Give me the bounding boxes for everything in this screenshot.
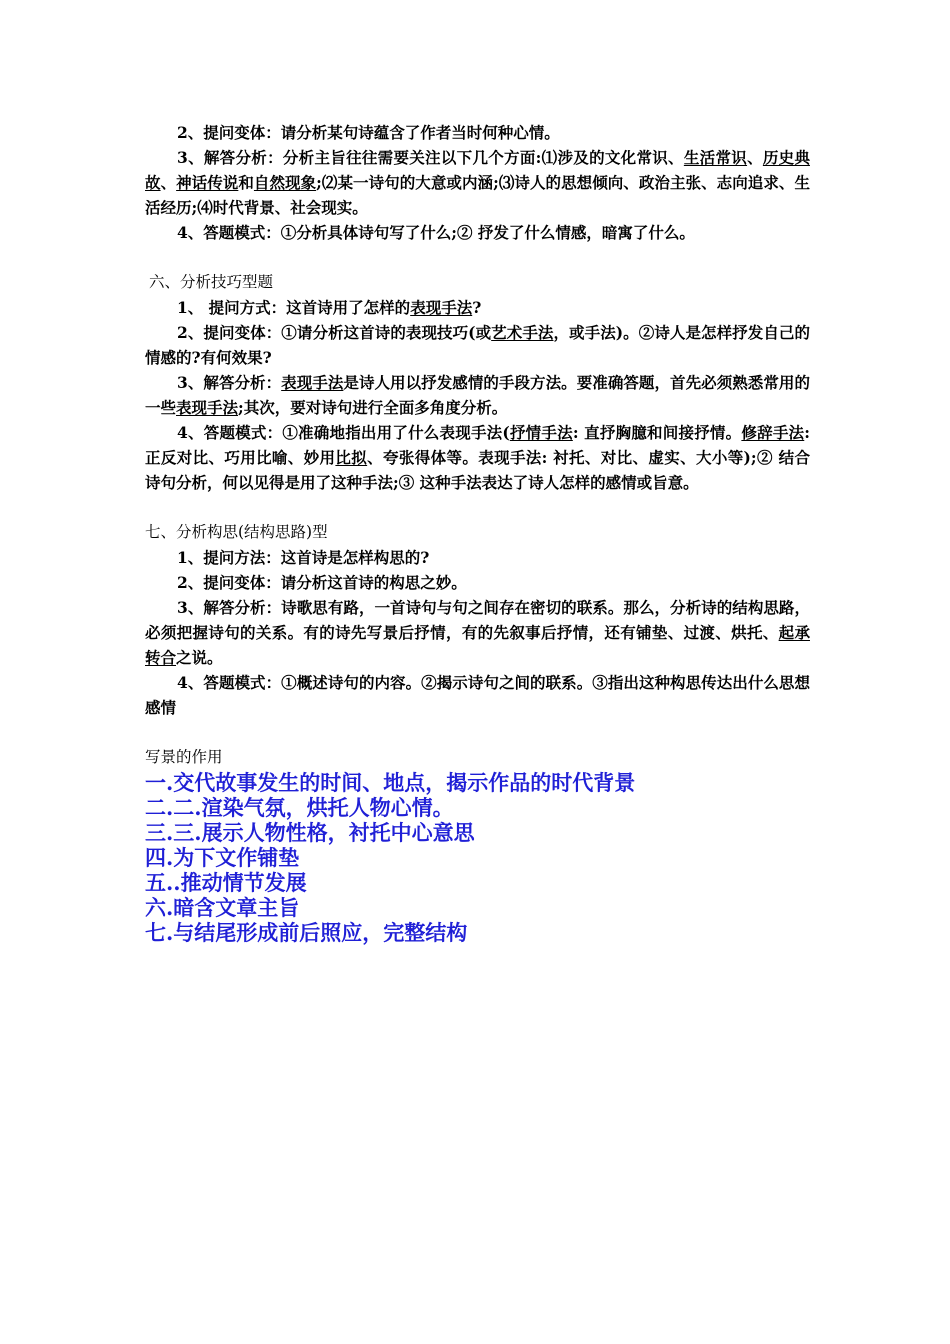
s6-title: 六、分析技巧型题 <box>149 273 274 291</box>
scenery-item-2: 二.二.渲染气氛，烘托人物心情。 <box>145 795 454 820</box>
s5-question-variant: 2、提问变体：请分析某句诗蕴含了作者当时何种心情。 <box>177 123 560 142</box>
s7-answer-analysis: 3、解答分析：诗歌思有路，一首诗句与句之间存在密切的联系。那么，分析诗的结构思路，必须把握诗句的关系。有的诗先写景后抒情，有的先叙事后抒情，还有铺垫、过渡、烘托、起承转合之说。 <box>145 598 810 667</box>
s7-title: 七、分析构思(结构思路)型 <box>145 523 328 541</box>
s7-question-method: 1、提问方法：这首诗是怎样构思的? <box>177 548 430 567</box>
scenery-item-3: 三.三.展示人物性格，衬托中心意思 <box>145 820 475 845</box>
s7-answer-mode: 4、答题模式：①概述诗句的内容。②揭示诗句之间的联系。③指出这种构思传达出什么思想感情 <box>145 673 810 717</box>
s6-question-method: 1、 提问方式：这首诗用了怎样的表现手法? <box>177 298 482 317</box>
s5-answer-mode: 4、答题模式：①分析具体诗句写了什么;② 抒发了什么情感，暗寓了什么。 <box>177 223 695 242</box>
scenery-item-1: 一.交代故事发生的时间、地点，揭示作品的时代背景 <box>145 770 636 795</box>
s6-answer-analysis: 3、解答分析：表现手法是诗人用以抒发感情的手段方法。要准确答题，首先必须熟悉常用的一些表现手法;其次，要对诗句进行全面多角度分析。 <box>145 373 810 417</box>
scenery-item-6: 六.暗含文章主旨 <box>145 895 300 920</box>
scenery-item-5: 五..推动情节发展 <box>145 870 307 895</box>
scenery-function-list <box>145 770 810 945</box>
s5-answer-analysis: 3、解答分析：分析主旨往往需要关注以下几个方面:⑴涉及的文化常识、生活常识、历史典故、神话传说和自然现象;⑵某一诗句的大意或内涵;⑶诗人的思想倾向、政治主张、志向追求、生活经历;⑷时代背景、社会现实。 <box>145 148 810 217</box>
document-content <box>145 120 810 945</box>
scenery-item-7: 七.与结尾形成前后照应，完整结构 <box>145 920 468 945</box>
scenery-title: 写景的作用 <box>145 748 223 766</box>
scenery-item-4: 四.为下文作铺垫 <box>145 845 300 870</box>
s6-answer-mode: 4、答题模式：①准确地指出用了什么表现手法(抒情手法: 直抒胸臆和间接抒情。修辞手法: 正反对比、巧用比喻、妙用比拟、夸张得体等。表现手法: 衬托、对比、虚实、大小等);② 结合诗句分析，何以见得是用了这种手法;③ 这种手法表达了诗人怎样的感情或旨意。 <box>145 423 810 492</box>
s6-question-variant: 2、提问变体：①请分析这首诗的表现技巧(或艺术手法，或手法)。②诗人是怎样抒发自己的情感的?有何效果? <box>145 323 810 367</box>
s7-question-variant: 2、提问变体：请分析这首诗的构思之妙。 <box>177 573 467 592</box>
